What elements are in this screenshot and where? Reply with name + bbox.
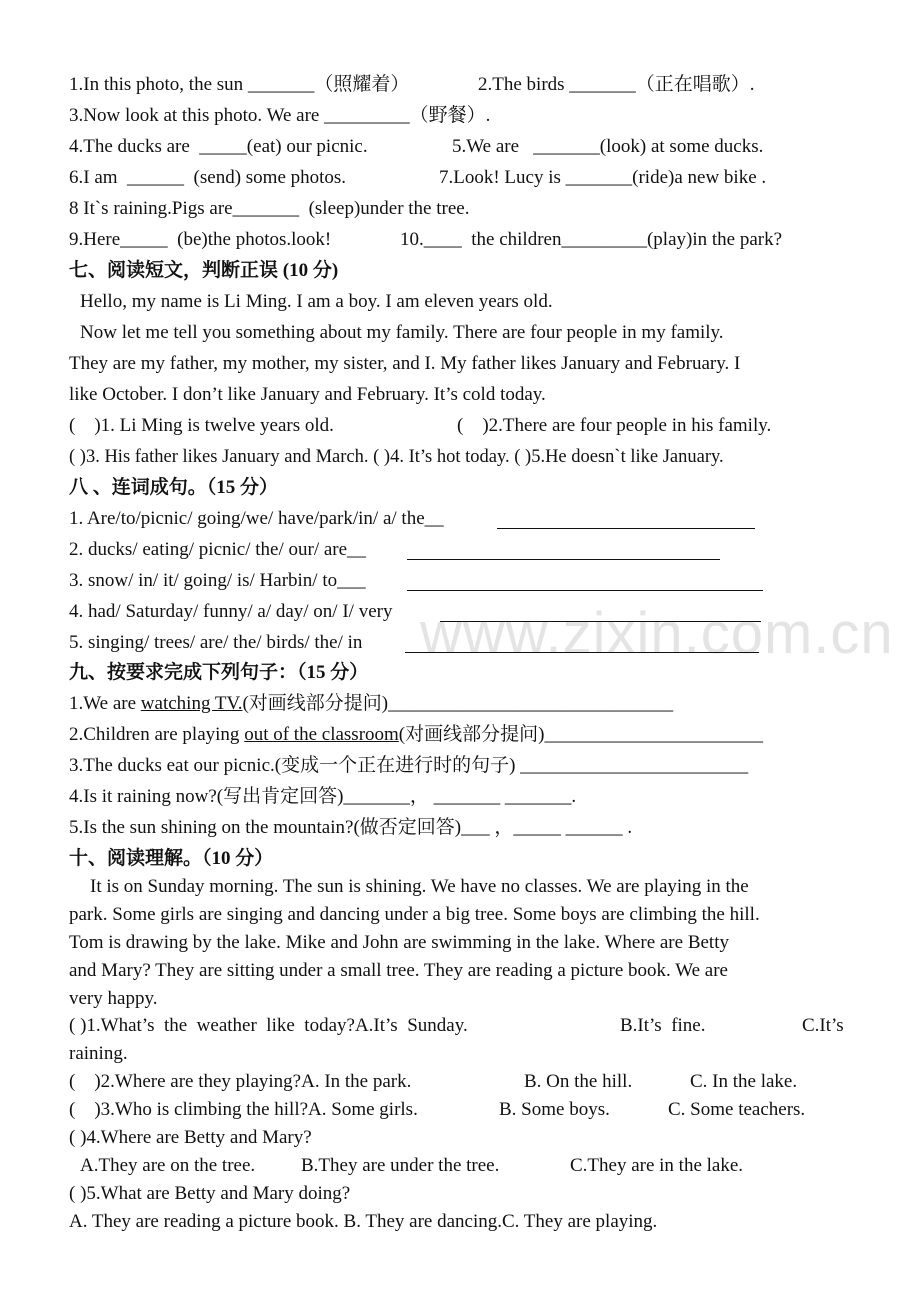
sec9-l2-suffix: (对画线部分提问)_______________________	[398, 724, 763, 745]
sec10-q1-row	[69, 1014, 869, 1038]
answer-line	[440, 621, 761, 622]
sec10-q3-stem: ( )3.Who is climbing the hill?A. Some girls.	[69, 1099, 418, 1120]
fill-row-3	[69, 135, 869, 159]
sec8-line-3: 3. snow/ in/ it/ going/ is/ Harbin/ to___	[69, 570, 366, 591]
sec8-line-4: 4. had/ Saturday/ funny/ a/ day/ on/ I/ very	[69, 601, 393, 622]
fill-row-4	[69, 166, 869, 190]
sec10-q1-stem: ( )1.What’s the weather like today?A.It’s Sunday.	[69, 1015, 468, 1036]
sec9-line-2	[69, 723, 869, 747]
sec8-line-2: 2. ducks/ eating/ picnic/ the/ our/ are__	[69, 539, 367, 560]
sec10-q2-option-c: C. In the lake.	[690, 1071, 798, 1092]
fill-row-1	[69, 73, 869, 97]
fill-q7: 7.Look! Lucy is _______(ride)a new bike .	[439, 167, 767, 188]
sec9-l1-suffix: (对画线部分提问)______________________________	[242, 693, 674, 714]
sec9-line-4: 4.Is it raining now?(写出肯定回答)_______， _______ _______.	[69, 786, 577, 807]
answer-line	[407, 590, 763, 591]
sec10-q1-option-b: B.It’s fine.	[620, 1015, 706, 1036]
section-8-heading: 八 、连词成句。（15 分）	[69, 477, 279, 498]
fill-q2-hint: （正在唱歌）.	[635, 74, 755, 95]
sec7-statements-row-1	[69, 414, 869, 438]
fill-row-2	[69, 104, 869, 128]
sec10-para-3: Tom is drawing by the lake. Mike and John are swimming in the lake. Where are Betty	[69, 932, 729, 953]
section-7-heading: 七、阅读短文，判断正误 (10 分)	[69, 260, 339, 281]
section-9-heading: 九、按要求完成下列句子：（15 分）	[69, 662, 369, 683]
sec10-q4-option-b: B.They are under the tree.	[301, 1155, 500, 1176]
sec10-q3-option-c: C. Some teachers.	[668, 1099, 806, 1120]
fill-q1: 1.In this photo, the sun _______	[69, 74, 315, 95]
sec10-q4-row: ( )4.Where are Betty and Mary?	[69, 1127, 312, 1148]
sec10-q2-row	[69, 1070, 869, 1094]
fill-q2: 2.The birds _______	[478, 74, 636, 95]
sec9-line-1	[69, 692, 869, 716]
sec10-q2-stem: ( )2.Where are they playing?A. In the park.	[69, 1071, 412, 1092]
sec9-l1-prefix: 1.We are	[69, 693, 141, 714]
fill-row-6	[69, 228, 869, 252]
sec7-para-2c: like October. I don’t like January and February. It’s cold today.	[69, 384, 546, 405]
sec10-q4-option-a: A.They are on the tree.	[80, 1155, 256, 1176]
fill-q3: 3.Now look at this photo. We are _________	[69, 105, 410, 126]
sec10-para-2: park. Some girls are singing and dancing under a big tree. Some boys are climbing the hill.	[69, 904, 760, 925]
sec7-statement-1: ( )1. Li Ming is twelve years old.	[69, 415, 334, 436]
sec9-line-3: 3.The ducks eat our picnic.(变成一个正在进行时的句子) ________________________	[69, 755, 749, 776]
fill-q3-hint: （野餐）.	[409, 105, 491, 126]
fill-q6: 6.I am ______ (send) some photos.	[69, 167, 347, 188]
sec10-q3-option-b: B. Some boys.	[499, 1099, 610, 1120]
sec10-q3-row	[69, 1098, 869, 1122]
sec9-l2-underlined: out of the classroom	[244, 724, 399, 745]
answer-line	[497, 528, 755, 529]
sec8-line-5: 5. singing/ trees/ are/ the/ birds/ the/ in	[69, 632, 363, 653]
fill-q9: 9.Here_____ (be)the photos.look!	[69, 229, 332, 250]
sec7-statements-row-2: ( )3. His father likes January and March. ( )4. It’s hot today. ( )5.He doesn`t like January.	[69, 447, 724, 467]
watermark: www.zixin.com.cn	[420, 601, 894, 666]
fill-row-5	[69, 197, 869, 221]
sec9-line-5: 5.Is the sun shining on the mountain?(做否定回答)___ ，_____ ______ .	[69, 817, 633, 838]
sec10-q5-row: ( )5.What are Betty and Mary doing?	[69, 1183, 351, 1204]
answer-line	[407, 559, 720, 560]
section-10-heading: 十、阅读理解。（10 分）	[69, 848, 274, 869]
fill-q4: 4.The ducks are _____(eat) our picnic.	[69, 136, 368, 157]
fill-q1-hint: （照耀着）	[314, 74, 410, 95]
sec7-para-2a: Now let me tell you something about my family. There are four people in my family.	[80, 322, 724, 343]
fill-q5: 5.We are _______(look) at some ducks.	[452, 136, 764, 157]
sec7-para-2b: They are my father, my mother, my sister, and I. My father likes January and February. I	[69, 353, 741, 374]
sec10-para-5: very happy.	[69, 988, 158, 1009]
sec10-q2-option-b: B. On the hill.	[524, 1071, 633, 1092]
answer-line	[405, 652, 759, 653]
sec7-statement-2: ( )2.There are four people in his family.	[457, 415, 772, 436]
sec10-q4-options	[80, 1154, 880, 1178]
sec7-para-1: Hello, my name is Li Ming. I am a boy. I am eleven years old.	[80, 291, 553, 312]
sec10-para-4: and Mary? They are sitting under a small tree. They are reading a picture book. We are	[69, 960, 728, 981]
fill-q10: 10.____ the children_________(play)in the park?	[400, 229, 783, 250]
sec10-q1-row-cont: raining.	[69, 1043, 128, 1064]
sec10-q5-options: A. They are reading a picture book. B. They are dancing.C. They are playing.	[69, 1211, 658, 1232]
sec9-l2-prefix: 2.Children are playing	[69, 724, 245, 745]
sec10-q4-option-c: C.They are in the lake.	[570, 1155, 744, 1176]
sec8-line-1: 1. Are/to/picnic/ going/we/ have/park/in/ a/ the__	[69, 508, 444, 529]
fill-q8: 8 It`s raining.Pigs are_______ (sleep)under the tree.	[69, 198, 470, 219]
sec10-q1-option-c: C.It’s	[802, 1015, 844, 1036]
sec10-para-1: It is on Sunday morning. The sun is shining. We have no classes. We are playing in the	[90, 876, 749, 897]
sec9-l1-underlined: watching TV.	[140, 693, 243, 714]
